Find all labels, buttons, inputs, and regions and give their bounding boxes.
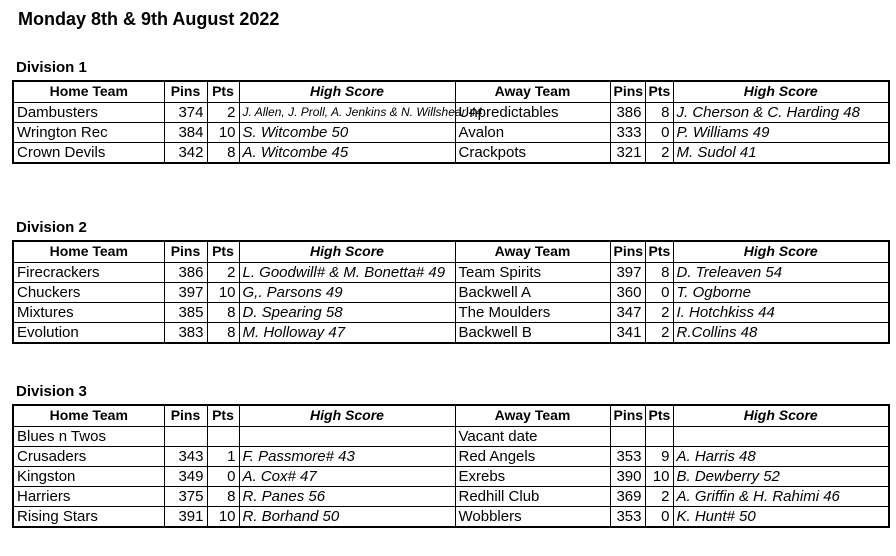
away-high-score-cell: D. Treleaven 54 xyxy=(673,262,889,282)
home-pins-cell xyxy=(164,426,207,446)
away-high-score-cell: I. Hotchkiss 44 xyxy=(673,302,889,322)
home-pts-cell: 1 xyxy=(207,446,239,466)
table-row xyxy=(13,486,889,506)
division-1-table xyxy=(12,80,890,164)
away-high-score-cell: R.Collins 48 xyxy=(673,322,889,343)
away-pins-cell xyxy=(610,426,645,446)
page-title: Monday 8th & 9th August 2022 xyxy=(18,9,280,29)
away-pts-cell: 2 xyxy=(645,302,673,322)
away-team-cell: Team Spirits xyxy=(455,262,610,282)
header-home-pts: Pts xyxy=(207,81,239,102)
away-pins-cell: 390 xyxy=(610,466,645,486)
home-team-cell: Dambusters xyxy=(13,102,164,122)
away-pts-cell: 0 xyxy=(645,282,673,302)
away-pts-cell: 8 xyxy=(645,102,673,122)
table-row xyxy=(13,506,889,527)
home-high-score-cell: R. Panes 56 xyxy=(239,486,455,506)
table-row xyxy=(13,426,889,446)
home-team-cell: Rising Stars xyxy=(13,506,164,527)
division-3-table xyxy=(12,404,890,528)
away-team-cell: Exrebs xyxy=(455,466,610,486)
header-away-pins: Pins xyxy=(610,81,645,102)
division-2-table xyxy=(12,240,890,344)
home-pins-cell: 386 xyxy=(164,262,207,282)
away-pins-cell: 353 xyxy=(610,506,645,527)
table-header-row xyxy=(13,81,889,102)
home-pins-cell: 375 xyxy=(164,486,207,506)
home-high-score-cell: M. Holloway 47 xyxy=(239,322,455,343)
home-team-cell: Wrington Rec xyxy=(13,122,164,142)
home-pins-cell: 397 xyxy=(164,282,207,302)
home-pts-cell: 10 xyxy=(207,282,239,302)
away-pins-cell: 397 xyxy=(610,262,645,282)
home-pins-cell: 374 xyxy=(164,102,207,122)
home-team-cell: Blues n Twos xyxy=(13,426,164,446)
header-away-high-score: High Score xyxy=(673,405,889,426)
header-home-pts: Pts xyxy=(207,241,239,262)
home-pins-cell: 384 xyxy=(164,122,207,142)
header-away-high-score: High Score xyxy=(673,81,889,102)
home-high-score-cell xyxy=(239,426,455,446)
home-high-score-cell: G,. Parsons 49 xyxy=(239,282,455,302)
away-pins-cell: 341 xyxy=(610,322,645,343)
home-pts-cell: 2 xyxy=(207,102,239,122)
home-pts-cell: 10 xyxy=(207,506,239,527)
away-team-cell: Backwell B xyxy=(455,322,610,343)
home-high-score-cell: A. Cox# 47 xyxy=(239,466,455,486)
away-high-score-cell: B. Dewberry 52 xyxy=(673,466,889,486)
header-away-pins: Pins xyxy=(610,405,645,426)
away-high-score-cell: K. Hunt# 50 xyxy=(673,506,889,527)
away-team-cell: Crackpots xyxy=(455,142,610,163)
away-pts-cell: 8 xyxy=(645,262,673,282)
home-high-score-cell: L. Goodwill# & M. Bonetta# 49 xyxy=(239,262,455,282)
home-high-score-cell: J. Allen, J. Proll, A. Jenkins & N. Willshear 44 xyxy=(239,102,455,122)
header-home-high-score: High Score xyxy=(239,81,455,102)
away-high-score-cell: T. Ogborne xyxy=(673,282,889,302)
table-row xyxy=(13,262,889,282)
home-pins-cell: 343 xyxy=(164,446,207,466)
home-team-cell: Crusaders xyxy=(13,446,164,466)
away-pins-cell: 321 xyxy=(610,142,645,163)
away-pins-cell: 369 xyxy=(610,486,645,506)
home-team-cell: Mixtures xyxy=(13,302,164,322)
table-header-row xyxy=(13,405,889,426)
home-pts-cell: 0 xyxy=(207,466,239,486)
home-high-score-cell: F. Passmore# 43 xyxy=(239,446,455,466)
away-high-score-cell: M. Sudol 41 xyxy=(673,142,889,163)
away-team-cell: The Moulders xyxy=(455,302,610,322)
table-row xyxy=(13,322,889,343)
header-away-team: Away Team xyxy=(455,405,610,426)
home-pins-cell: 349 xyxy=(164,466,207,486)
home-pins-cell: 342 xyxy=(164,142,207,163)
away-high-score-cell: J. Cherson & C. Harding 48 xyxy=(673,102,889,122)
home-pts-cell: 10 xyxy=(207,122,239,142)
table-row xyxy=(13,142,889,163)
home-team-cell: Harriers xyxy=(13,486,164,506)
away-pts-cell xyxy=(645,426,673,446)
away-pins-cell: 386 xyxy=(610,102,645,122)
home-high-score-cell: D. Spearing 58 xyxy=(239,302,455,322)
away-pts-cell: 0 xyxy=(645,506,673,527)
header-home-team: Home Team xyxy=(13,241,164,262)
home-pts-cell xyxy=(207,426,239,446)
away-team-cell: Vacant date xyxy=(455,426,610,446)
away-high-score-cell: A. Harris 48 xyxy=(673,446,889,466)
header-home-pins: Pins xyxy=(164,81,207,102)
home-pts-cell: 8 xyxy=(207,302,239,322)
home-team-cell: Evolution xyxy=(13,322,164,343)
home-pts-cell: 2 xyxy=(207,262,239,282)
header-home-pins: Pins xyxy=(164,405,207,426)
header-home-pins: Pins xyxy=(164,241,207,262)
away-team-cell: Avalon xyxy=(455,122,610,142)
away-team-cell: Backwell A xyxy=(455,282,610,302)
home-high-score-cell: S. Witcombe 50 xyxy=(239,122,455,142)
table-row xyxy=(13,122,889,142)
away-pts-cell: 0 xyxy=(645,122,673,142)
away-high-score-cell: P. Williams 49 xyxy=(673,122,889,142)
header-home-pts: Pts xyxy=(207,405,239,426)
header-home-high-score: High Score xyxy=(239,241,455,262)
table-row xyxy=(13,302,889,322)
table-header-row xyxy=(13,241,889,262)
home-pins-cell: 383 xyxy=(164,322,207,343)
header-away-team: Away Team xyxy=(455,241,610,262)
home-team-cell: Crown Devils xyxy=(13,142,164,163)
header-home-team: Home Team xyxy=(13,405,164,426)
division-2-heading: Division 2 xyxy=(16,219,87,236)
header-away-pts: Pts xyxy=(645,241,673,262)
table-row xyxy=(13,282,889,302)
home-team-cell: Kingston xyxy=(13,466,164,486)
away-pts-cell: 9 xyxy=(645,446,673,466)
away-pins-cell: 360 xyxy=(610,282,645,302)
table-row xyxy=(13,466,889,486)
away-team-cell: Red Angels xyxy=(455,446,610,466)
away-pins-cell: 333 xyxy=(610,122,645,142)
header-away-pins: Pins xyxy=(610,241,645,262)
away-pins-cell: 347 xyxy=(610,302,645,322)
home-pts-cell: 8 xyxy=(207,142,239,163)
home-pins-cell: 391 xyxy=(164,506,207,527)
table-row xyxy=(13,102,889,122)
header-away-pts: Pts xyxy=(645,405,673,426)
division-1-heading: Division 1 xyxy=(16,59,87,76)
away-pts-cell: 10 xyxy=(645,466,673,486)
away-pts-cell: 2 xyxy=(645,322,673,343)
header-away-team: Away Team xyxy=(455,81,610,102)
away-team-cell: Unpredictables xyxy=(455,102,610,122)
header-home-team: Home Team xyxy=(13,81,164,102)
home-high-score-cell: A. Witcombe 45 xyxy=(239,142,455,163)
home-pts-cell: 8 xyxy=(207,322,239,343)
header-home-high-score: High Score xyxy=(239,405,455,426)
away-pts-cell: 2 xyxy=(645,142,673,163)
away-pts-cell: 2 xyxy=(645,486,673,506)
header-away-pts: Pts xyxy=(645,81,673,102)
division-3-heading: Division 3 xyxy=(16,383,87,400)
home-high-score-cell: R. Borhand 50 xyxy=(239,506,455,527)
home-team-cell: Firecrackers xyxy=(13,262,164,282)
home-pts-cell: 8 xyxy=(207,486,239,506)
away-high-score-cell xyxy=(673,426,889,446)
away-pins-cell: 353 xyxy=(610,446,645,466)
away-high-score-cell: A. Griffin & H. Rahimi 46 xyxy=(673,486,889,506)
away-team-cell: Redhill Club xyxy=(455,486,610,506)
home-pins-cell: 385 xyxy=(164,302,207,322)
header-away-high-score: High Score xyxy=(673,241,889,262)
away-team-cell: Wobblers xyxy=(455,506,610,527)
table-row xyxy=(13,446,889,466)
home-team-cell: Chuckers xyxy=(13,282,164,302)
